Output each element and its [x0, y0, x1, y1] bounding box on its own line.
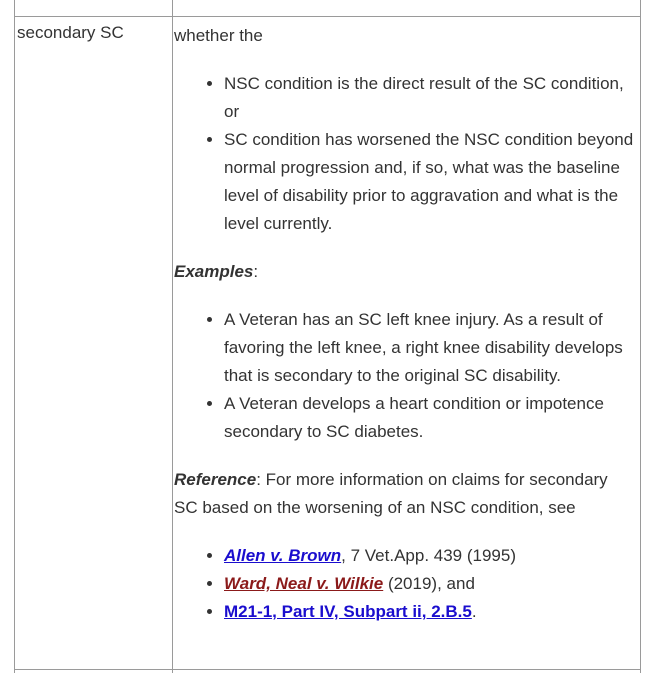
allen-v-brown-link[interactable]: Allen v. Brown — [224, 546, 342, 565]
reference-label: Reference — [174, 470, 257, 489]
list-item: • A Veteran develops a heart condition or impotence secondary to SC diabetes. — [224, 390, 634, 446]
list-item — [224, 598, 634, 626]
reference-paragraph — [174, 466, 634, 522]
examples-colon: : — [253, 262, 259, 281]
table-top-border — [14, 16, 641, 17]
list-item: • A Veteran has an SC left knee injury. As a result of favoring the left knee, a right knee disability develops that is secondary to the original SC disability. — [224, 306, 634, 390]
references-list — [174, 542, 634, 626]
examples-list — [174, 306, 634, 446]
definition-cell — [174, 22, 634, 646]
list-item: • SC condition has worsened the NSC condition beyond normal progression and, if so, what was the baseline level of disability prior to aggravation and what is the level currently. — [224, 126, 634, 238]
ward-neal-v-wilkie-link[interactable]: Ward, Neal v. Wilkie — [224, 574, 384, 593]
table-bottom-border — [14, 669, 641, 670]
reference-text: : For more information on claims for secondary SC based on the worsening of an NSC condition, see — [174, 470, 608, 517]
reference-suffix: , 7 Vet.App. 439 (1995) — [341, 546, 516, 565]
term-cell — [17, 22, 124, 44]
list-item: • NSC condition is the direct result of the SC condition, or — [224, 70, 634, 126]
column-divider — [172, 0, 173, 673]
examples-label: Examples — [174, 262, 254, 281]
conditions-list — [174, 70, 634, 238]
reference-suffix: (2019), and — [383, 574, 475, 593]
m21-1-link[interactable]: M21-1, Part IV, Subpart ii, 2.B.5 — [224, 602, 472, 621]
examples-heading — [174, 258, 634, 286]
reference-suffix: . — [471, 602, 477, 621]
list-item — [224, 570, 634, 598]
term-text: secondary SC — [17, 23, 124, 42]
intro-text: whether the — [174, 26, 263, 45]
list-item — [224, 542, 634, 570]
